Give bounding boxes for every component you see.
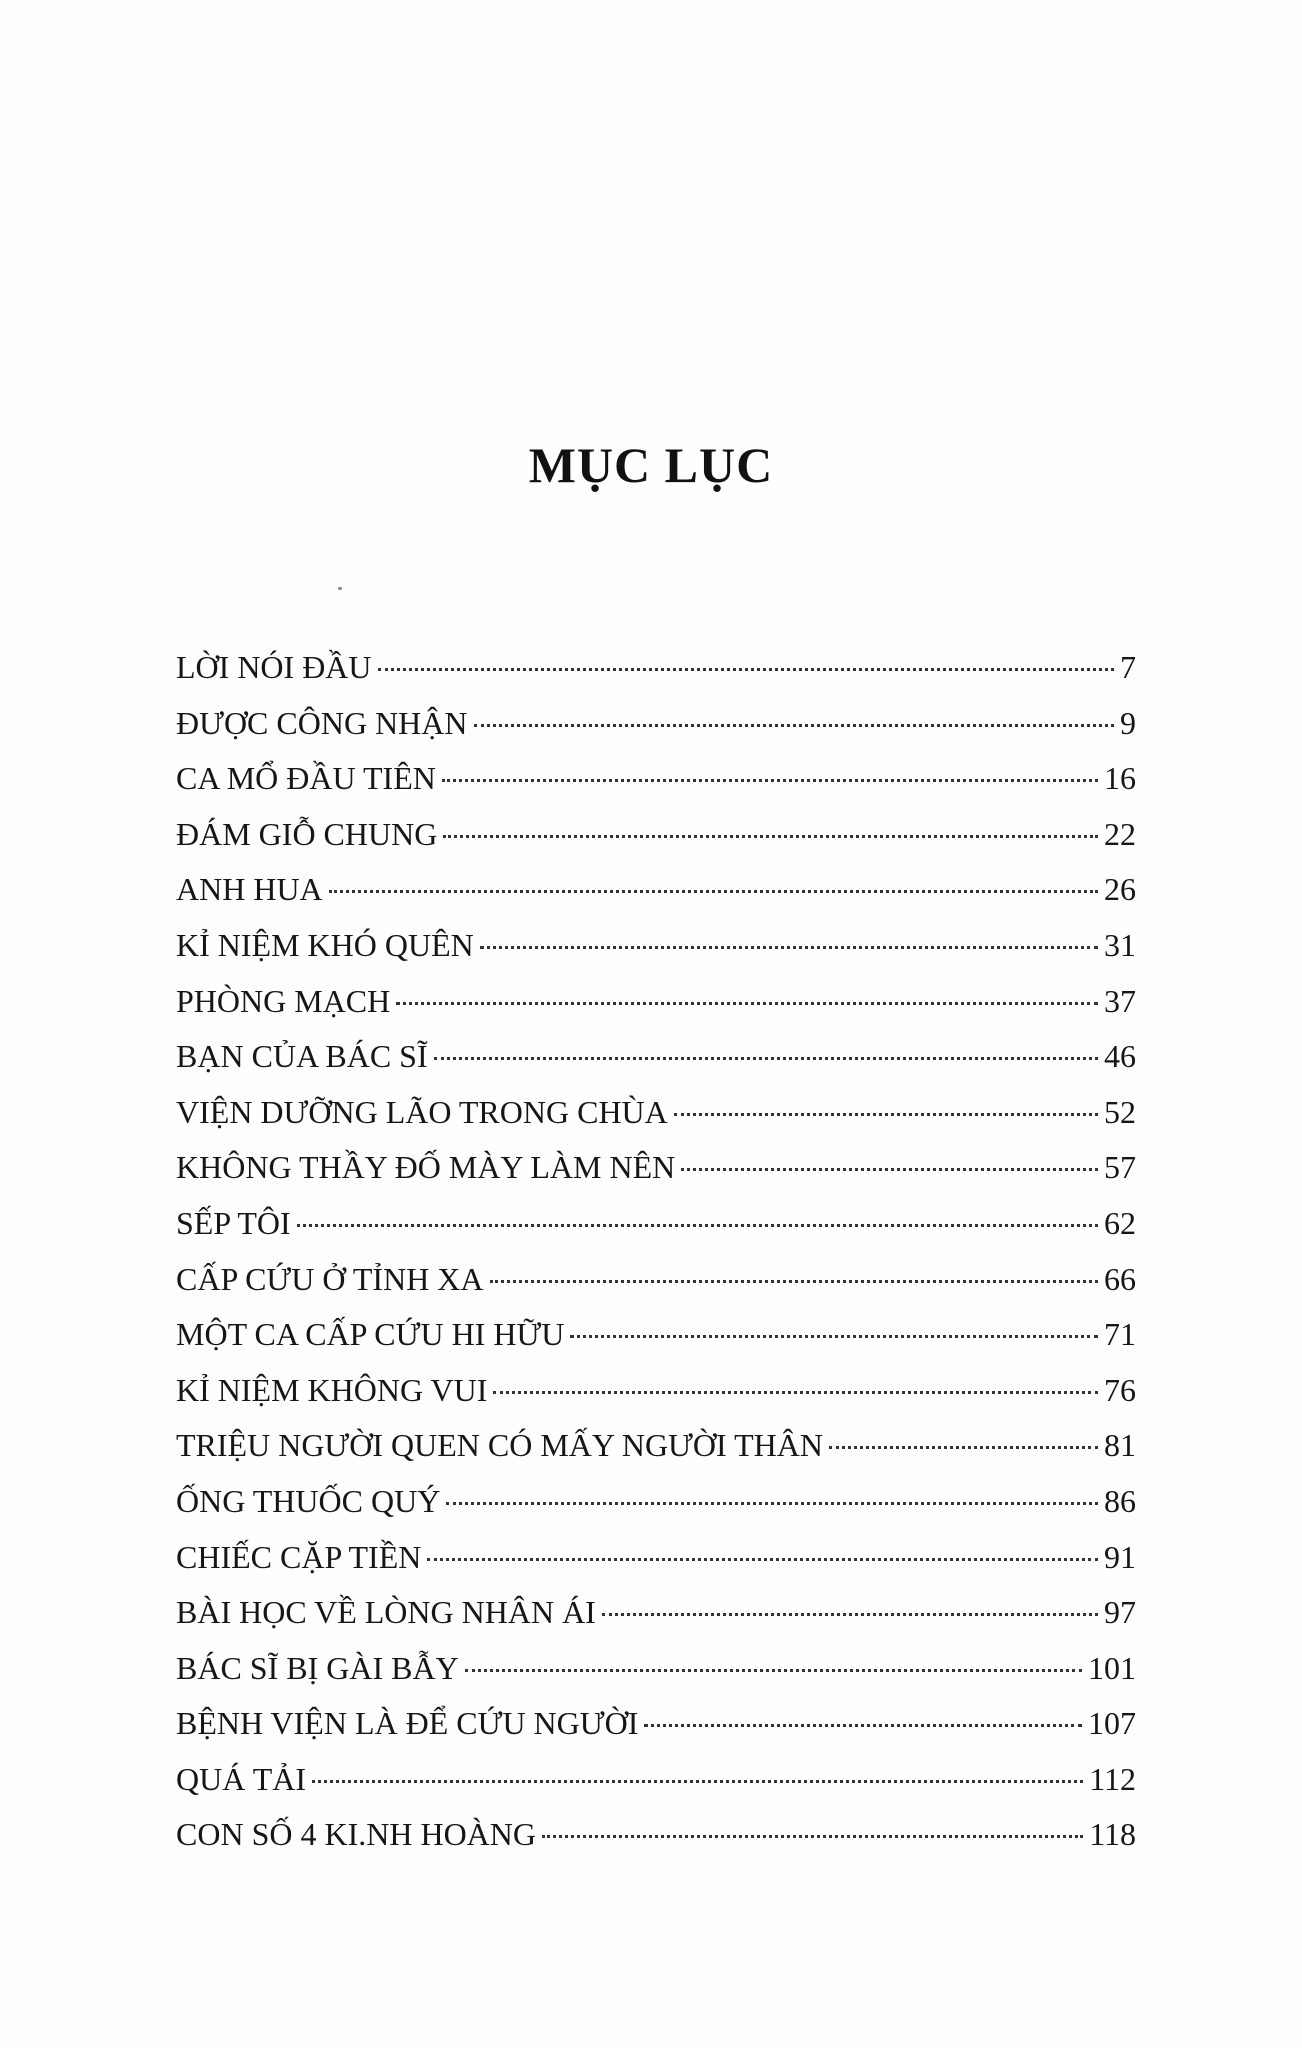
toc-entry-title: CON SỐ 4 KI.NH HOÀNG xyxy=(176,1816,536,1853)
toc-entry-title: ANH HUA xyxy=(176,871,323,908)
toc-entry xyxy=(176,1140,1136,1196)
toc-entry-title: KỈ NIỆM KHÓ QUÊN xyxy=(176,926,474,963)
dot-leader xyxy=(490,1280,1098,1283)
toc-entry-page: 57 xyxy=(1104,1149,1136,1186)
dot-leader xyxy=(542,1835,1083,1838)
toc-entry-title: KỈ NIỆM KHÔNG VUI xyxy=(176,1371,488,1408)
toc-entry-page: 46 xyxy=(1104,1038,1136,1075)
toc-entry xyxy=(176,1474,1136,1530)
dot-leader xyxy=(570,1335,1098,1338)
toc-entry-page: 112 xyxy=(1089,1760,1136,1797)
toc-entry-title: CHIẾC CẶP TIỀN xyxy=(176,1538,422,1575)
toc-entry-page: 101 xyxy=(1088,1649,1136,1686)
toc-entry-page: 31 xyxy=(1104,926,1136,963)
ink-speck xyxy=(338,587,342,590)
toc-entry-page: 86 xyxy=(1104,1482,1136,1519)
toc-entry-page: 16 xyxy=(1104,760,1136,797)
dot-leader xyxy=(829,1446,1098,1449)
toc-entry xyxy=(176,1530,1136,1586)
toc-entry-title: ĐÁM GIỖ CHUNG xyxy=(176,815,438,852)
toc-entry-title: MỘT CA CẤP CỨU HI HỮU xyxy=(176,1316,565,1353)
toc-entry-title: KHÔNG THẦY ĐỐ MÀY LÀM NÊN xyxy=(176,1149,676,1186)
toc-entry xyxy=(176,1641,1136,1697)
toc-entry xyxy=(176,1085,1136,1141)
dot-leader xyxy=(427,1558,1098,1561)
toc-entry xyxy=(176,1307,1136,1363)
dot-leader xyxy=(443,835,1098,838)
toc-entry xyxy=(176,1752,1136,1808)
dot-leader xyxy=(674,1113,1098,1116)
dot-leader xyxy=(378,668,1114,671)
toc-entry-title: LỜI NÓI ĐẦU xyxy=(176,649,372,685)
toc-entry-title: BÁC SĨ BỊ GÀI BẪY xyxy=(176,1649,459,1686)
dot-leader xyxy=(493,1391,1098,1394)
toc-entry-title: BÀI HỌC VỀ LÒNG NHÂN ÁI xyxy=(176,1594,596,1631)
toc-entry-title: VIỆN DƯỠNG LÃO TRONG CHÙA xyxy=(176,1093,668,1130)
toc-entry-title: BỆNH VIỆN LÀ ĐỂ CỨU NGƯỜI xyxy=(176,1705,639,1742)
dot-leader xyxy=(312,1780,1083,1783)
toc-entry-page: 37 xyxy=(1104,982,1136,1019)
toc-entry-title: ỐNG THUỐC QUÝ xyxy=(176,1482,441,1519)
toc-entry xyxy=(176,1696,1136,1752)
dot-leader xyxy=(434,1057,1098,1060)
toc-entry-page: 22 xyxy=(1104,815,1136,852)
dot-leader xyxy=(474,724,1115,727)
toc-entry-page: 66 xyxy=(1104,1260,1136,1297)
toc-entry-page: 7 xyxy=(1120,649,1136,685)
toc-entry xyxy=(176,918,1136,974)
toc-entry xyxy=(176,1418,1136,1474)
toc-entry-page: 52 xyxy=(1104,1093,1136,1130)
toc-entry-title: ĐƯỢC CÔNG NHẬN xyxy=(176,704,468,741)
toc-entry-title: PHÒNG MẠCH xyxy=(176,982,391,1019)
toc-entry-page: 76 xyxy=(1104,1371,1136,1408)
dot-leader xyxy=(480,946,1098,949)
page-title: MỤC LỤC xyxy=(528,437,774,493)
toc-entry xyxy=(176,1252,1136,1308)
toc-entry-page: 26 xyxy=(1104,871,1136,908)
dot-leader xyxy=(442,779,1098,782)
toc-entry-title: BẠN CỦA BÁC SĨ xyxy=(176,1038,428,1075)
dot-leader xyxy=(681,1168,1098,1171)
toc-entry-title: CA MỔ ĐẦU TIÊN xyxy=(176,760,436,797)
toc-entry-title: QUÁ TẢI xyxy=(176,1760,307,1797)
toc-entry xyxy=(176,1029,1136,1085)
toc-entry-title: SẾP TÔI xyxy=(176,1204,291,1241)
table-of-contents xyxy=(176,640,1136,1863)
toc-entry-page: 91 xyxy=(1104,1538,1136,1575)
toc-entry-page: 62 xyxy=(1104,1204,1136,1241)
toc-entry xyxy=(176,1196,1136,1252)
toc-entry-page: 71 xyxy=(1104,1316,1136,1353)
dot-leader xyxy=(446,1502,1098,1505)
dot-leader xyxy=(297,1224,1098,1227)
toc-entry-page: 9 xyxy=(1120,704,1136,741)
toc-entry-page: 107 xyxy=(1088,1705,1136,1742)
dot-leader xyxy=(329,890,1098,893)
dot-leader xyxy=(465,1669,1082,1672)
toc-entry xyxy=(176,974,1136,1030)
dot-leader xyxy=(396,1002,1098,1005)
toc-entry xyxy=(176,1363,1136,1419)
toc-entry-page: 81 xyxy=(1104,1427,1136,1464)
toc-entry xyxy=(176,862,1136,918)
toc-entry xyxy=(176,696,1136,752)
toc-entry xyxy=(176,640,1136,696)
toc-entry xyxy=(176,1585,1136,1641)
toc-entry xyxy=(176,807,1136,863)
toc-entry-title: TRIỆU NGƯỜI QUEN CÓ MẤY NGƯỜI THÂN xyxy=(176,1427,823,1464)
toc-entry xyxy=(176,751,1136,807)
toc-entry-page: 118 xyxy=(1089,1816,1136,1853)
dot-leader xyxy=(644,1724,1082,1727)
toc-entry-title: CẤP CỨU Ở TỈNH XA xyxy=(176,1260,484,1297)
toc-entry xyxy=(176,1807,1136,1863)
toc-entry-page: 97 xyxy=(1104,1594,1136,1631)
dot-leader xyxy=(602,1613,1098,1616)
